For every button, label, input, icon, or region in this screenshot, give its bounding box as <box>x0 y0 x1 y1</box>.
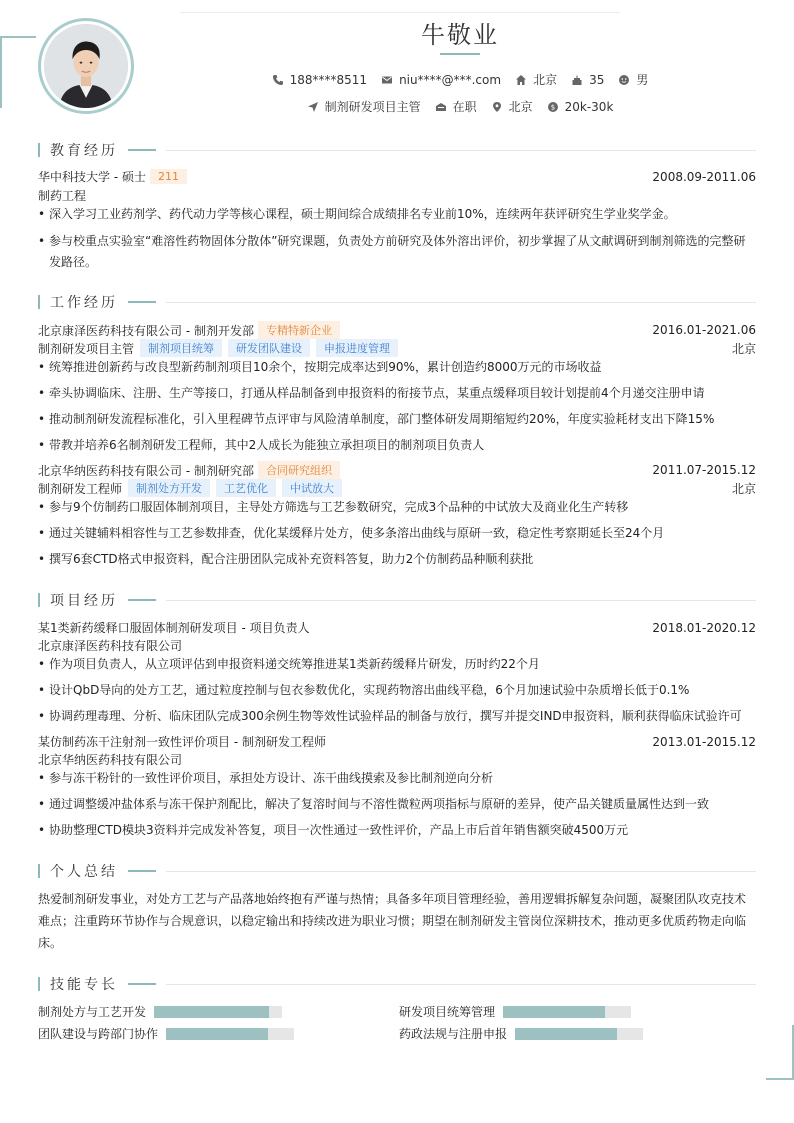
skill-bar <box>515 1028 643 1040</box>
gender-text: 男 <box>636 73 649 87</box>
section-marker <box>38 593 40 607</box>
contact-home <box>515 71 557 88</box>
job-tag: 专精特新企业 <box>258 321 340 339</box>
education-major <box>38 187 756 204</box>
project-bullet: • 作为项目负责人，从立项评估到申报资料递交统筹推进某1类新药缓释片研发，历时约22个月 <box>38 654 756 675</box>
section-title: 技能专长 <box>50 977 118 993</box>
project-bullet: • 设计QbD导向的处方工艺，通过粒度控制与包衣参数优化，实现药物溶出曲线平稳，6个月加速试验中杂质增长低于0.1% <box>38 680 756 701</box>
project-header <box>38 733 756 750</box>
project-org <box>38 751 756 768</box>
home-text: 北京 <box>533 73 558 87</box>
contact-phone <box>272 73 367 87</box>
intent-salary <box>547 100 614 114</box>
project-period: 2018.01-2020.12 <box>652 620 756 635</box>
education-school: 华中科技大学 - 硕士 <box>38 170 146 184</box>
job-subheader <box>38 479 756 497</box>
section-skills <box>38 974 756 994</box>
education-bullet: • 深入学习工业药剂学、药代动力学等核心课程，硕士期间综合成绩排名专业前10%，连续两年获评研究生学业奖学金。 <box>38 204 756 225</box>
project-org-text: 北京华纳医药科技有限公司 <box>38 753 183 767</box>
section-divider <box>166 871 756 872</box>
contact-age <box>571 73 604 87</box>
job-bullet: • 参与9个仿制药口服固体制剂项目，主导处方筛选与工艺参数研究，完成3个品种的中试放大及商业化生产转移 <box>38 497 756 518</box>
job-period: 2011.07-2015.12 <box>652 463 756 477</box>
skill-bar-fill <box>154 1006 269 1018</box>
name-underline <box>440 53 480 55</box>
section-divider <box>166 302 756 303</box>
project-header <box>38 619 756 636</box>
job-period: 2016.01-2021.06 <box>652 323 756 337</box>
section-title: 个人总结 <box>50 864 118 880</box>
avatar-photo <box>44 24 128 108</box>
skill-label: 药政法规与注册申报 <box>399 1027 508 1041</box>
job-bullet: • 通过关键辅料相容性与工艺参数排查，优化某缓释片处方，使多条溶出曲线与原研一致，稳定性考察期延长至24个月 <box>38 523 756 544</box>
job-position: 制剂研发项目主管 <box>38 341 135 356</box>
age-text: 35 <box>589 72 605 87</box>
skill-label: 研发项目统筹管理 <box>399 1005 496 1019</box>
corner-decoration-top-left-vertical <box>0 36 2 108</box>
job-company: 北京康泽医药科技有限公司 - 制剂开发部 <box>38 323 254 338</box>
job-bullet: • 带教并培养6名制剂研发工程师，其中2人成长为能独立承担项目的制剂项目负责人 <box>38 435 756 456</box>
skill-label: 制剂处方与工艺开发 <box>38 1005 147 1019</box>
job-skill-tag: 研发团队建设 <box>228 339 310 357</box>
project-bullet: • 协调药理毒理、分析、临床团队完成300余例生物等效性试验样品的制备与放行，撰写并提交IND申报资料，顺利获得临床试验许可 <box>38 706 756 727</box>
contact-gender <box>618 71 648 88</box>
skill-bar-fill <box>503 1006 605 1018</box>
cake-icon <box>571 74 583 86</box>
gender-icon <box>618 74 630 86</box>
contact-row <box>180 71 740 88</box>
section-summary <box>38 861 756 881</box>
section-education <box>38 140 756 160</box>
project-period: 2013.01-2015.12 <box>652 734 756 749</box>
email-text: niu****@***.com <box>399 72 502 87</box>
skill-bar-fill <box>515 1028 617 1040</box>
job-city: 北京 <box>731 341 756 356</box>
summary-text: 热爱制剂研发事业，对处方工艺与产品落地始终抱有严谨与热情；具备多年项目管理经验，善用逻辑拆解复杂问题，凝聚团队攻克技术难点；注重跨环节协作与合规意识，以稳定输出和持续改进为职业习惯；期望在制剂研发主管岗位深耕技术，推动更多优质药物走向临床。 <box>38 892 747 950</box>
section-dash <box>128 599 156 601</box>
job-intent-row <box>180 98 740 115</box>
skill-item <box>38 1025 294 1042</box>
job-bullet: • 撰写6套CTD格式申报资料，配合注册团队完成补充资料答复，助力2个仿制药品种顺利获批 <box>38 549 756 570</box>
job-skill-tag: 中试放大 <box>282 479 342 497</box>
intent-status-text: 在职 <box>452 100 477 114</box>
section-work <box>38 292 756 312</box>
header-top-line <box>180 12 620 13</box>
phone-icon <box>272 74 284 86</box>
corner-decoration-top-left <box>0 36 36 38</box>
intent-city <box>491 98 533 115</box>
job-skill-tag: 制剂项目统筹 <box>140 339 222 357</box>
section-dash <box>128 149 156 151</box>
education-major-text: 制药工程 <box>38 189 87 203</box>
svg-text:$: $ <box>550 103 555 111</box>
job-skill-tag: 工艺优化 <box>216 479 276 497</box>
candidate-name: 牛敬业 <box>421 21 499 49</box>
project-bullet: • 参与冻干粉针的一致性评价项目，承担处方设计、冻干曲线摸索及参比制剂逆向分析 <box>38 768 756 789</box>
project-org <box>38 637 756 654</box>
section-dash <box>128 983 156 985</box>
skill-bar <box>154 1006 282 1018</box>
section-marker <box>38 143 40 157</box>
section-title: 工作经历 <box>50 295 118 311</box>
skill-item <box>399 1003 631 1020</box>
intent-position <box>307 98 421 115</box>
project-name: 某1类新药缓释口服固体制剂研发项目 - 项目负责人 <box>38 621 310 635</box>
corner-decoration-bottom-right <box>766 1078 794 1080</box>
section-divider <box>166 150 756 151</box>
job-tag: 合同研究组织 <box>258 461 340 479</box>
job-subheader <box>38 339 756 357</box>
location-icon <box>491 101 503 113</box>
job-skill-tag: 制剂处方开发 <box>128 479 210 497</box>
section-dash <box>128 870 156 872</box>
skill-bar <box>166 1028 294 1040</box>
avatar <box>38 18 134 114</box>
education-header <box>38 168 756 185</box>
job-header <box>38 461 756 479</box>
home-icon <box>515 74 527 86</box>
job-city: 北京 <box>731 481 756 496</box>
project-bullet: • 协助整理CTD模块3资料并完成发补答复，项目一次性通过一致性评价，产品上市后首年销售额突破4500万元 <box>38 820 756 841</box>
education-bullet: • 参与校重点实验室“难溶性药物固体分散体”研究课题，负责处方前研究及体外溶出评价，初步掌握了从文献调研到制剂筛选的完整研发路径。 <box>38 231 756 273</box>
section-dash <box>128 301 156 303</box>
intent-salary-text: 20k-30k <box>564 99 614 114</box>
job-skill-tag: 申报进度管理 <box>316 339 398 357</box>
project-name: 某仿制药冻干注射剂一致性评价项目 - 制剂研发工程师 <box>38 735 326 749</box>
intent-status <box>435 98 477 115</box>
section-projects <box>38 590 756 610</box>
job-bullet: • 牵头协调临床、注册、生产等接口，打通从样品制备到申报资料的衔接节点，某重点缓释项目较计划提前4个月递交注册申请 <box>38 383 756 404</box>
phone-text: 188****8511 <box>289 72 368 87</box>
status-icon <box>435 101 447 113</box>
skill-item <box>38 1003 282 1020</box>
section-marker <box>38 977 40 991</box>
intent-city-text: 北京 <box>508 100 533 114</box>
mail-icon <box>381 74 393 86</box>
skill-item <box>399 1025 643 1042</box>
skill-label: 团队建设与跨部门协作 <box>38 1027 159 1041</box>
project-bullet: • 通过调整缓冲盐体系与冻干保护剂配比，解决了复溶时间与不溶性微粒两项指标与原研的差异，使产品关键质量属性达到一致 <box>38 794 756 815</box>
skill-bar-fill <box>166 1028 268 1040</box>
job-company: 北京华纳医药科技有限公司 - 制剂研究部 <box>38 463 254 478</box>
section-title: 项目经历 <box>50 593 118 609</box>
job-position: 制剂研发工程师 <box>38 481 123 496</box>
send-icon <box>307 101 319 113</box>
project-org-text: 北京康泽医药科技有限公司 <box>38 639 183 653</box>
section-marker <box>38 864 40 878</box>
education-period: 2008.09-2011.06 <box>652 169 756 184</box>
section-title: 教育经历 <box>50 143 118 159</box>
section-marker <box>38 295 40 309</box>
job-bullet: • 推动制剂研发流程标准化，引入里程碑节点评审与风险清单制度，部门整体研发周期缩短约20%，年度实验耗材支出下降15% <box>38 409 756 430</box>
intent-position-text: 制剂研发项目主管 <box>324 100 421 114</box>
salary-icon <box>547 101 559 113</box>
job-header <box>38 321 756 339</box>
section-divider <box>166 984 756 985</box>
contact-email <box>381 73 501 87</box>
education-tag: 211 <box>150 169 187 184</box>
section-divider <box>166 600 756 601</box>
job-bullet: • 统筹推进创新药与改良型新药制剂项目10余个，按期完成率达到90%，累计创造约8000万元的市场收益 <box>38 357 756 378</box>
skill-bar <box>503 1006 631 1018</box>
